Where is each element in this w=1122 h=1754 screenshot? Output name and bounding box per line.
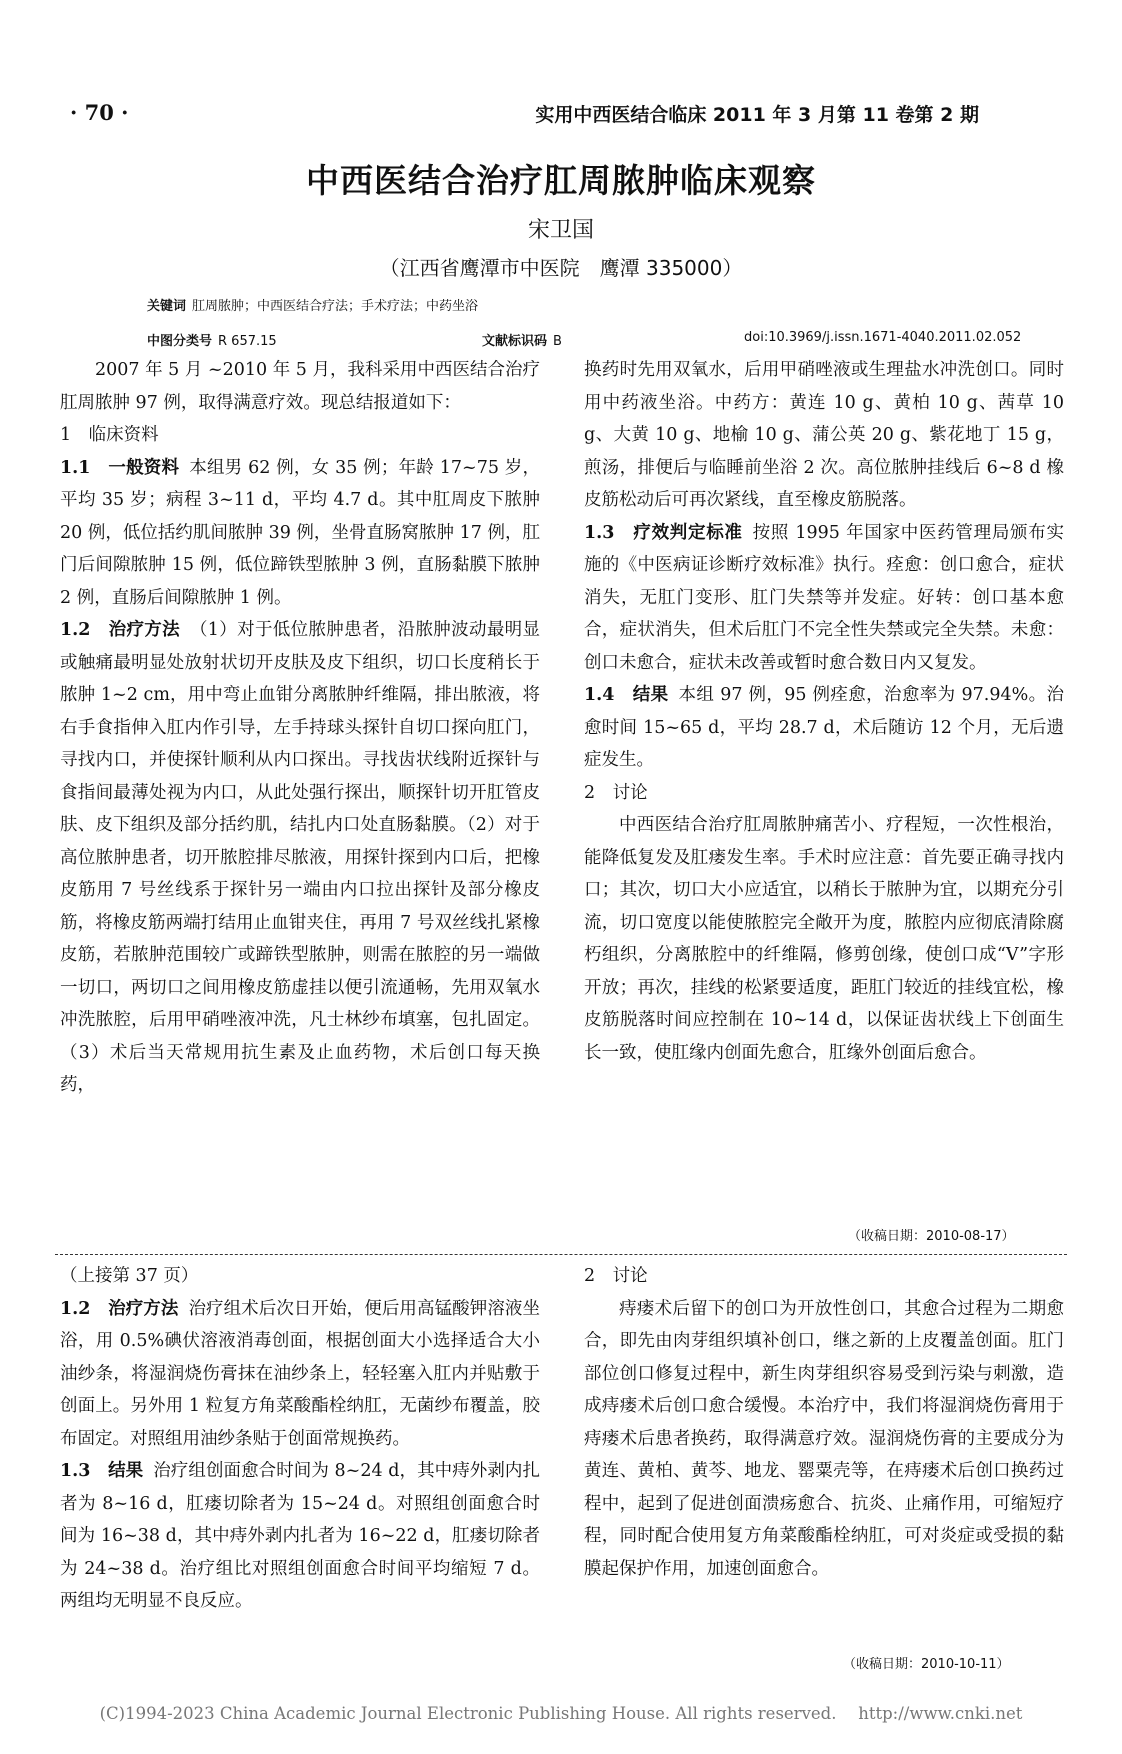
lower-left-column: [60, 1260, 540, 1618]
section-heading: 2 讨论: [584, 1266, 648, 1286]
author: 宋卫国: [527, 218, 594, 243]
discussion-paragraph: 中西医结合治疗肛周脓肿痛苦小、疗程短，一次性根治，能降低复发及肛瘘发生率。手术时应注意：首先要正确寻找内口；其次，切口大小应适宜，以稍长于脓肿为宜，以期充分引流，切口宽度以能使脓腔完全敞开为度，脓腔内应彻底清除腐朽组织，分离脓腔中的纤维隔，修剪创缘，使创口成“V”字形开放；再次，挂线的松紧要适度，距肛门较近的挂线宜松，橡皮筋脱落时间应控制在 10~14 d，以保证齿状线上下创面生长一致，使肛缘内创面先愈合，肛缘外创面后愈合。: [584, 815, 1064, 1063]
doi: doi:10.3969/j.issn.1671-4040.2011.02.052: [744, 330, 1022, 345]
doc-code-line: [482, 330, 562, 349]
paragraph-results: [584, 679, 1064, 777]
subsection-heading: 1.4 结果: [584, 685, 669, 705]
paragraph-text: （1）对于低位脓肿患者，沿脓肿波动最明显或触痛最明显处放射状切开皮肤及皮下组织，切口长度稍长于脓肿 1~2 cm，用中弯止血钳分离脓肿纤维隔，排出脓液，将右手食指伸入肛内作引导，左手持球头探针自切口探向肛门，寻找内口，并使探针顺利从内口探出。寻找齿状线附近探针与食指间最薄处视为内口，从此处强行探出，顺探针切开肛管皮肤、皮下组织及部分括约肌，结扎内口处直肠黏膜。（2）对于高位脓肿患者，切开脓腔排尽脓液，用探针探到内口后，把橡皮筋用 7 号丝线系于探针另一端由内口拉出探针及部分橡皮筋，将橡皮筋两端打结用止血钳夹住，再用 7 号双丝线扎紧橡皮筋，若脓肿范围较广或蹄铁型脓肿，则需在脓腔的另一端做一切口，两切口之间用橡皮筋虚挂以便引流通畅，先用双氧水冲洗脓腔，后用甲硝唑液冲洗，凡士林纱布填塞，包扎固定。（3）术后当天常规用抗生素及止血药物，术后创口每天换药，: [60, 620, 540, 1095]
paragraph-general-data: [60, 452, 540, 615]
paragraph-text: 治疗组术后次日开始，便后用高锰酸钾溶液坐浴，用 0.5%碘伏溶液消毒创面，根据创面大小选择适合大小油纱条，将湿润烧伤膏抹在油纱条上，轻轻塞入肛内并贴敷于创面上。另外用 1 粒复方角菜酸酯栓纳肛，无菌纱布覆盖，胶布固定。对照组用油纱条贴于创面常规换药。: [60, 1298, 540, 1449]
received-date-2: （收稿日期：2010-10-11）: [843, 1657, 1010, 1672]
subsection-heading: 1.2 治疗方法: [60, 620, 180, 640]
paragraph-criteria: [584, 517, 1064, 680]
subsection-heading: 1.3 结果: [60, 1461, 144, 1481]
discussion-paragraph-2: 痔瘘术后留下的创口为开放性创口，其愈合过程为二期愈合，即先由肉芽组织填补创口，继之新的上皮覆盖创面。肛门部位创口修复过程中，新生肉芽组织容易受到污染与刺激，造成痔瘘术后创口愈合缓慢。本治疗中，我们将湿润烧伤膏用于痔瘘术后患者换药，取得满意疗效。湿润烧伤膏的主要成分为黄连、黄柏、黄芩、地龙、罂粟壳等，在痔瘘术后创口换药过程中，起到了促进创面溃疡愈合、抗炎、止痛作用，可缩短疗程，同时配合使用复方角菜酸酯栓纳肛，可对炎症或受损的黏膜起保护作用，加速创面愈合。: [584, 1298, 1064, 1579]
clc-line: [147, 330, 277, 349]
section-heading: 2 讨论: [584, 782, 648, 803]
doc-code-label: 文献标识码: [482, 334, 548, 349]
lower-right-column: [584, 1260, 1064, 1585]
received-date: （收稿日期：2010-08-17）: [848, 1229, 1015, 1244]
journal-header: 实用中西医结合临床 2011 年 3 月第 11 卷第 2 期: [535, 104, 979, 126]
affiliation: （江西省鹰潭市中医院 鹰潭 335000）: [379, 256, 743, 280]
clc-label: 中图分类号: [147, 334, 213, 349]
paragraph-treatment: [60, 614, 540, 1102]
subsection-heading: 1.3 疗效判定标准: [584, 522, 743, 543]
keywords-label: 关键词: [147, 299, 187, 314]
copyright-footer: (C)1994-2023 China Academic Journal Electronic Publishing House. All rights reserved. http://www.cnki.net: [99, 1704, 1023, 1723]
paragraph-text: 本组 97 例，95 例痊愈，治愈率为 97.94%。治愈时间 15~65 d，平均 28.7 d，术后随访 12 个月，无后遗症发生。: [584, 685, 1064, 770]
divider-line: [55, 1254, 1067, 1255]
intro-paragraph: 2007 年 5 月 ~2010 年 5 月，我科采用中西医结合治疗肛周脓肿 97 例，取得满意疗效。现总结报道如下：: [60, 360, 540, 413]
paragraph-text: 按照 1995 年国家中医药管理局颁布实施的《中医病证诊断疗效标准》执行。痊愈：创口愈合，症状消失，无肛门变形、肛门失禁等并发症。好转：创口基本愈合，症状消失，但术后肛门不完全性失禁或完全失禁。未愈：创口未愈合，症状未改善或暂时愈合数日内又复发。: [584, 522, 1064, 673]
doc-code-value: B: [553, 334, 562, 349]
left-column: [60, 354, 540, 1102]
right-column: [584, 354, 1064, 1069]
page-number: · 70 ·: [70, 100, 129, 125]
article-title: 中西医结合治疗肛周脓肿临床观察: [306, 161, 816, 200]
continued-note: （上接第 37 页）: [60, 1266, 199, 1286]
section-heading: 1 临床资料: [60, 425, 159, 445]
paragraph-results-2: [60, 1455, 540, 1618]
paragraph-text: 治疗组创面愈合时间为 8~24 d，其中痔外剥内扎者为 8~16 d，肛瘘切除者为 15~24 d。对照组创面愈合时间为 16~38 d，其中痔外剥内扎者为 16~22 d，肛瘘切除者为 24~38 d。治疗组比对照组创面愈合时间平均缩短 7 d。两组均无明显不良反应。: [60, 1461, 540, 1611]
paragraph-treatment-2: [60, 1293, 540, 1456]
paragraph-text: 本组男 62 例，女 35 例；年龄 17~75 岁，平均 35 岁；病程 3~11 d，平均 4.7 d。其中肛周皮下脓肿 20 例，低位括约肌间脓肿 39 例，坐骨直肠窝脓肿 17 例，肛门后间隙脓肿 15 例，低位蹄铁型脓肿 3 例，直肠黏膜下脓肿 2 例，直肠后间隙脓肿 1 例。: [60, 457, 540, 608]
keywords: 肛周脓肿；中西医结合疗法；手术疗法；中药坐浴: [192, 299, 479, 314]
subsection-heading: 1.1 一般资料: [60, 457, 180, 478]
paragraph-continued: 换药时先用双氧水，后用甲硝唑液或生理盐水冲洗创口。同时用中药液坐浴。中药方：黄连 10 g、黄柏 10 g、茜草 10 g、大黄 10 g、地榆 10 g、蒲公英 20 g、紫花地丁 15 g，煎汤，排便后与临睡前坐浴 2 次。高位脓肿挂线后 6~8 d 橡皮筋松动后可再次紧线，直至橡皮筋脱落。: [584, 360, 1064, 510]
keywords-line: [147, 295, 478, 314]
clc-value: R 657.15: [218, 334, 277, 349]
subsection-heading: 1.2 治疗方法: [60, 1298, 179, 1319]
